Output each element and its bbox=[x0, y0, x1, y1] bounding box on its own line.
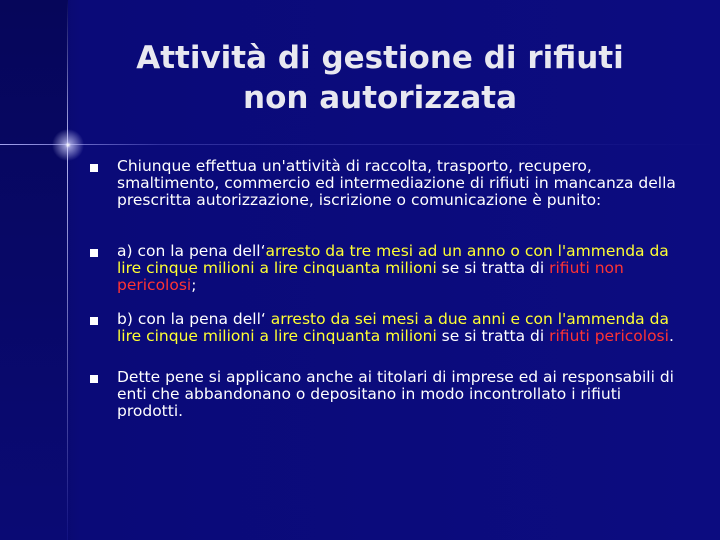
square-bullet-icon bbox=[90, 317, 98, 325]
bullet-list bbox=[86, 158, 676, 420]
list-item-text: Chiunque effettua un'attività di raccolta, trasporto, recupero, smaltimento, commercio ed intermediazione di rifiuti in mancanza della prescritta autorizzazione, iscrizione o comunicazione è punito: bbox=[117, 157, 676, 209]
item-middle: se si tratta di bbox=[436, 327, 550, 345]
title-line-2: non autorizzata bbox=[243, 80, 517, 116]
item-middle: se si tratta di bbox=[436, 259, 550, 277]
square-bullet-icon bbox=[90, 249, 98, 257]
square-bullet-icon bbox=[90, 164, 98, 172]
slide-title bbox=[100, 38, 660, 118]
horizontal-rule bbox=[0, 144, 720, 145]
waste-type-highlight: rifiuti pericolosi bbox=[549, 327, 669, 345]
vertical-rule bbox=[67, 0, 68, 540]
sparkle-icon bbox=[46, 123, 90, 167]
left-decorative-band bbox=[0, 0, 68, 540]
item-suffix: . bbox=[668, 327, 674, 345]
square-bullet-icon bbox=[90, 375, 98, 383]
list-item bbox=[86, 158, 676, 243]
list-item-text bbox=[117, 311, 676, 345]
item-prefix: b) con la pena dell‘ bbox=[117, 310, 271, 328]
list-item bbox=[86, 311, 676, 369]
list-item bbox=[86, 243, 676, 311]
list-item bbox=[86, 369, 676, 420]
list-item-text: Dette pene si applicano anche ai titolari di imprese ed ai responsabili di enti che abbandonano o depositano in modo incontrollato i rifiuti prodotti. bbox=[117, 368, 674, 420]
penalty-highlight: arresto da sei mesi a due anni e con l'ammenda da lire cinque milioni a lire cinquanta milioni bbox=[117, 310, 669, 345]
penalty-highlight: arresto da tre mesi ad un anno o con l'ammenda da lire cinque milioni a lire cinquanta milioni bbox=[117, 242, 669, 277]
title-line-1: Attività di gestione di rifiuti bbox=[136, 40, 624, 76]
list-item-text bbox=[117, 243, 676, 294]
waste-type-highlight: rifiuti non pericolosi bbox=[117, 259, 624, 294]
item-prefix: a) con la pena dell‘ bbox=[117, 242, 266, 260]
item-suffix: ; bbox=[191, 276, 197, 294]
